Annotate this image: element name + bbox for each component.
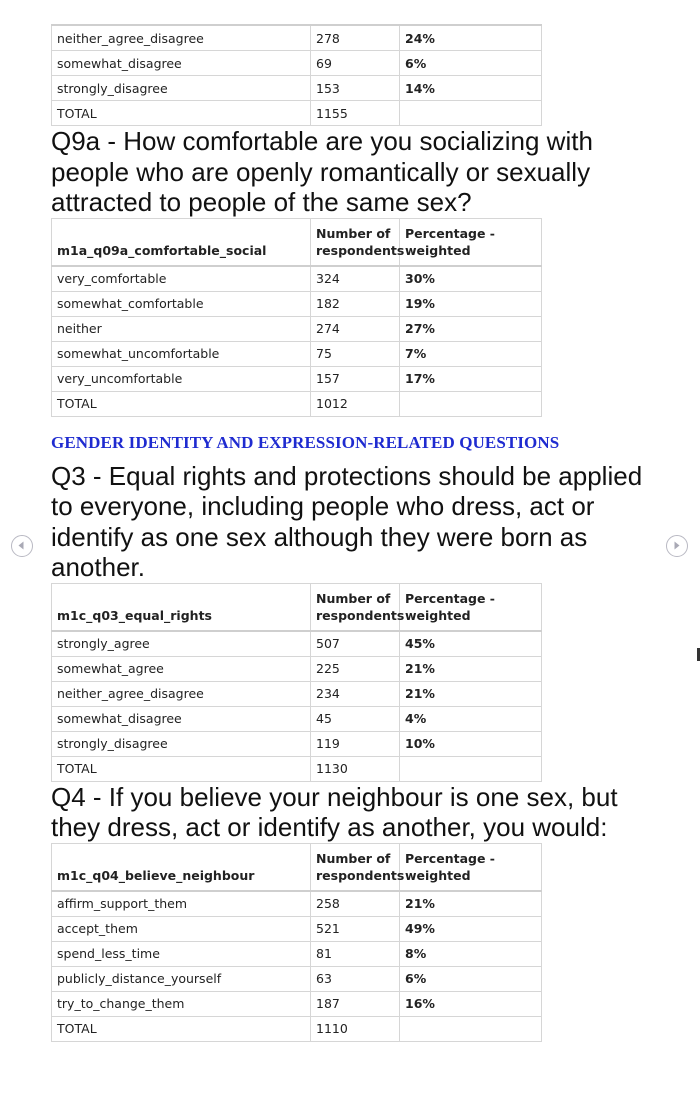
total-row: [52, 1016, 542, 1041]
question-q3-heading: Q3 - Equal rights and protections should be applied to everyone, including people who dress, act or identify as one sex although they were born as another.: [51, 460, 643, 582]
row-label: neither_agree_disagree: [52, 681, 311, 706]
row-count: 278: [311, 25, 400, 51]
percentage-column-header-line2: weighted: [400, 242, 542, 266]
count-column-header: Number of: [311, 218, 400, 242]
total-count: 1012: [311, 391, 400, 416]
row-percentage: 21%: [400, 891, 542, 917]
row-percentage: 6%: [400, 51, 542, 76]
table-body: [52, 631, 542, 782]
row-label: spend_less_time: [52, 941, 311, 966]
total-percentage: [400, 756, 542, 781]
table-row: [52, 731, 542, 756]
variable-header-spacer: [52, 843, 311, 867]
count-column-header-line2: respondents: [311, 867, 400, 891]
row-label: somewhat_uncomfortable: [52, 341, 311, 366]
row-percentage: 45%: [400, 631, 542, 657]
row-count: 69: [311, 51, 400, 76]
row-percentage: 16%: [400, 991, 542, 1016]
total-row: [52, 391, 542, 416]
table-row: [52, 991, 542, 1016]
count-column-header-line2: respondents: [311, 607, 400, 631]
row-label: strongly_disagree: [52, 76, 311, 101]
table-body: [52, 891, 542, 1042]
variable-name-header: m1a_q09a_comfortable_social: [52, 242, 311, 266]
percentage-column-header: Percentage -: [400, 843, 542, 867]
row-percentage: 49%: [400, 916, 542, 941]
row-label: somewhat_disagree: [52, 706, 311, 731]
total-percentage: [400, 1016, 542, 1041]
row-label: accept_them: [52, 916, 311, 941]
row-count: 521: [311, 916, 400, 941]
table-row: [52, 916, 542, 941]
row-percentage: 27%: [400, 316, 542, 341]
percentage-column-header: Percentage -: [400, 583, 542, 607]
row-percentage: 21%: [400, 681, 542, 706]
row-count: 119: [311, 731, 400, 756]
row-percentage: 21%: [400, 656, 542, 681]
row-percentage: 30%: [400, 266, 542, 292]
row-percentage: 19%: [400, 291, 542, 316]
question-q4-heading: Q4 - If you believe your neighbour is one sex, but they dress, act or identify as another, you would:: [51, 781, 618, 842]
row-count: 182: [311, 291, 400, 316]
question-q9a-heading: Q9a - How comfortable are you socializing with people who are openly romantically or sexually attracted to people of the same sex?: [51, 126, 593, 217]
row-count: 153: [311, 76, 400, 101]
table-row: [52, 681, 542, 706]
table-row: [52, 266, 542, 292]
table-row: [52, 966, 542, 991]
variable-name-header: m1c_q03_equal_rights: [52, 607, 311, 631]
table-body: [52, 25, 542, 126]
row-label: somewhat_disagree: [52, 51, 311, 76]
row-label: try_to_change_them: [52, 991, 311, 1016]
row-count: 324: [311, 266, 400, 292]
percentage-column-header-line2: weighted: [400, 607, 542, 631]
variable-header-spacer: [52, 218, 311, 242]
chevron-right-circle-icon: [667, 536, 686, 555]
total-count: 1155: [311, 101, 400, 126]
variable-header-spacer: [52, 583, 311, 607]
results-table-q9a: [51, 218, 542, 417]
percentage-column-header: Percentage -: [400, 218, 542, 242]
row-label: neither: [52, 316, 311, 341]
row-percentage: 6%: [400, 966, 542, 991]
row-count: 45: [311, 706, 400, 731]
results-table-previous: [51, 24, 542, 126]
table-row: [52, 941, 542, 966]
row-count: 63: [311, 966, 400, 991]
table-row: [52, 341, 542, 366]
row-count: 157: [311, 366, 400, 391]
variable-name-header: m1c_q04_believe_neighbour: [52, 867, 311, 891]
row-label: somewhat_agree: [52, 656, 311, 681]
next-page-button[interactable]: [666, 535, 688, 557]
total-row: [52, 101, 542, 126]
table-row: [52, 656, 542, 681]
row-count: 507: [311, 631, 400, 657]
row-label: publicly_distance_yourself: [52, 966, 311, 991]
table-row: [52, 51, 542, 76]
document-content: [51, 24, 651, 1042]
table-row: [52, 25, 542, 51]
table-row: [52, 316, 542, 341]
total-label: TOTAL: [52, 1016, 311, 1041]
count-column-header-line2: respondents: [311, 242, 400, 266]
row-label: strongly_agree: [52, 631, 311, 657]
row-label: somewhat_comfortable: [52, 291, 311, 316]
total-count: 1110: [311, 1016, 400, 1041]
table-row: [52, 631, 542, 657]
total-percentage: [400, 101, 542, 126]
row-count: 81: [311, 941, 400, 966]
row-count: 75: [311, 341, 400, 366]
row-label: strongly_disagree: [52, 731, 311, 756]
row-label: neither_agree_disagree: [52, 25, 311, 51]
total-count: 1130: [311, 756, 400, 781]
results-table-q3: [51, 583, 542, 782]
row-count: 258: [311, 891, 400, 917]
table-body: [52, 266, 542, 417]
section-heading: GENDER IDENTITY AND EXPRESSION-RELATED QUESTIONS: [51, 432, 560, 452]
row-count: 274: [311, 316, 400, 341]
table-row: [52, 76, 542, 101]
total-percentage: [400, 391, 542, 416]
previous-page-button[interactable]: [11, 535, 33, 557]
table-row: [52, 706, 542, 731]
table-row: [52, 366, 542, 391]
row-percentage: 7%: [400, 341, 542, 366]
row-percentage: 14%: [400, 76, 542, 101]
total-label: TOTAL: [52, 391, 311, 416]
row-count: 187: [311, 991, 400, 1016]
row-count: 225: [311, 656, 400, 681]
row-label: very_comfortable: [52, 266, 311, 292]
total-label: TOTAL: [52, 101, 311, 126]
count-column-header: Number of: [311, 583, 400, 607]
row-percentage: 24%: [400, 25, 542, 51]
total-row: [52, 756, 542, 781]
row-label: very_uncomfortable: [52, 366, 311, 391]
chevron-left-circle-icon: [12, 536, 31, 555]
total-label: TOTAL: [52, 756, 311, 781]
table-row: [52, 291, 542, 316]
table-row: [52, 891, 542, 917]
results-table-q4: [51, 843, 542, 1042]
row-label: affirm_support_them: [52, 891, 311, 917]
count-column-header: Number of: [311, 843, 400, 867]
row-count: 234: [311, 681, 400, 706]
row-percentage: 4%: [400, 706, 542, 731]
row-percentage: 10%: [400, 731, 542, 756]
row-percentage: 8%: [400, 941, 542, 966]
row-percentage: 17%: [400, 366, 542, 391]
percentage-column-header-line2: weighted: [400, 867, 542, 891]
